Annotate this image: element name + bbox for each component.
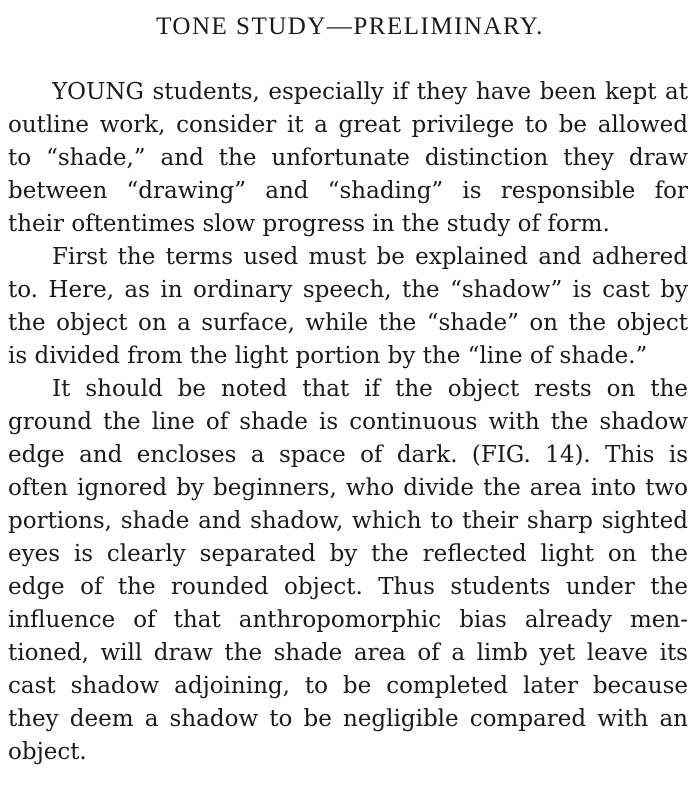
text-line: influence of that anthropomorphic bias already men-: [8, 607, 688, 633]
page-title: TONE STUDY—PRELIMINARY.: [156, 13, 544, 40]
text-line: YOUNG students, especially if they have been kept at: [52, 79, 688, 105]
text-line: outline work, consider it a great privilege to be allowed: [8, 112, 688, 138]
text-line: tioned, will draw the shade area of a limb yet leave its: [8, 640, 688, 666]
text-line: eyes is clearly separated by the reflected light on the: [8, 541, 688, 567]
text-line: between “drawing” and “shading” is responsible for: [8, 178, 688, 204]
text-line: portions, shade and shadow, which to their sharp sighted: [8, 508, 688, 534]
text-line: often ignored by beginners, who divide the area into two: [8, 475, 688, 501]
text-line: edge of the rounded object. Thus students under the: [8, 574, 688, 600]
text-line: cast shadow adjoining, to be completed later because: [8, 673, 688, 699]
text-line: the object on a surface, while the “shade” on the object: [8, 310, 688, 336]
text-line: ground the line of shade is continuous with the shadow: [8, 409, 688, 435]
text-line: their oftentimes slow progress in the study of form.: [8, 211, 610, 237]
text-line: they deem a shadow to be negligible compared with an: [8, 706, 688, 732]
text-line: First the terms used must be explained and adhered: [52, 244, 688, 270]
text-line: is divided from the light portion by the “line of shade.”: [8, 343, 648, 369]
text-line: to. Here, as in ordinary speech, the “shadow” is cast by: [8, 277, 688, 303]
text-line: to “shade,” and the unfortunate distinction they draw: [8, 145, 688, 171]
text-line: It should be noted that if the object rests on the: [52, 376, 688, 402]
text-line: object.: [8, 739, 87, 765]
text-line: edge and encloses a space of dark. (FIG. 14). This is: [8, 442, 688, 468]
